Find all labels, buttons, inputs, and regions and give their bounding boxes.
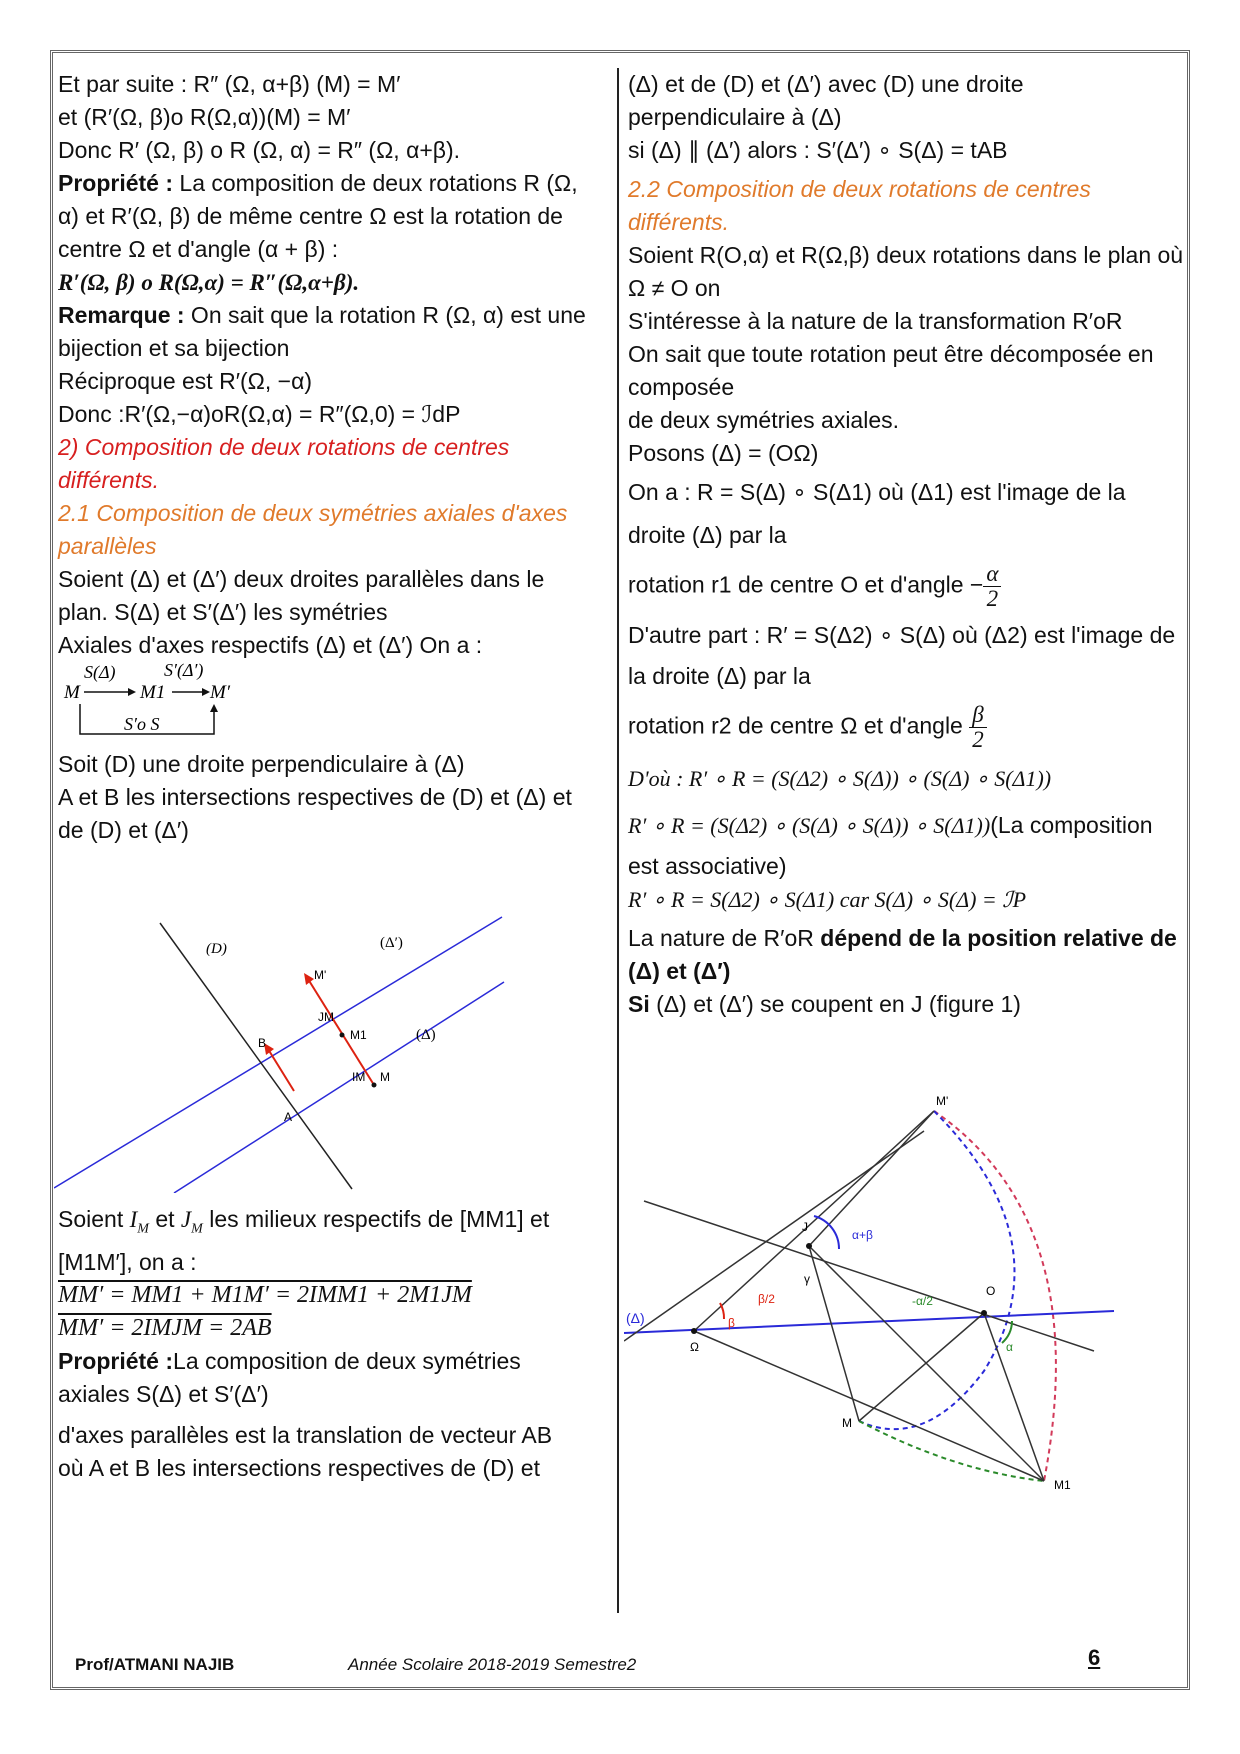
scheme-s2: S′(Δ′) [164, 662, 204, 680]
scheme-m1: M1 [140, 682, 166, 703]
line-delta [174, 982, 504, 1193]
paragraph [58, 1203, 598, 1279]
text: rotation r1 de centre O et d'angle [628, 571, 964, 598]
formula-line: rotation r1 de centre O et d'angle − $\frac{\alpha}{2}$ [628, 562, 1184, 611]
property-text: La composition de deux symétries axiales S(Δ) et S′(Δ′) [58, 1347, 521, 1407]
point-M1 [340, 1033, 345, 1038]
formula: R′ ∘ R = (S(Δ2) ∘ (S(Δ) ∘ S(Δ)) ∘ S(Δ1)) [628, 813, 991, 838]
property-2 [58, 1345, 598, 1411]
text-line: Et par suite : R″ (Ω, α+β) (M) = M′ [58, 71, 401, 97]
label-delta-prime: (Δ′) [380, 935, 403, 951]
formula-line [628, 703, 1184, 752]
line-OM1 [984, 1313, 1044, 1481]
parallel-axes-figure [54, 863, 534, 1193]
label-alpha: α [1006, 1340, 1013, 1354]
remark-text: On sait que la rotation R (Ω, α) est une bijection et sa bijection [58, 302, 586, 361]
line-JMp [809, 1111, 934, 1246]
label-Mp: M' [314, 968, 327, 982]
formula-line: D'où : R′ ∘ R = (S(Δ2) ∘ S(Δ)) ∘ (S(Δ) ∘ S(Δ1)) [628, 766, 1052, 791]
property-1 [58, 167, 598, 266]
label-alpha-beta: α+β [852, 1228, 873, 1242]
line-OM [859, 1313, 984, 1421]
fraction [969, 703, 987, 752]
property-formula [58, 266, 598, 299]
line-omega-m1 [694, 1331, 1044, 1481]
arrowhead [202, 688, 210, 696]
paragraph: droite (Δ) par la [628, 522, 787, 548]
text: les milieux respectifs de [MM1] et [M1M′], on a : [58, 1206, 550, 1275]
scheme-s1: S(Δ) [84, 662, 116, 682]
paragraph: la droite (Δ) par la [628, 663, 811, 689]
rotation-composition-figure [624, 1071, 1124, 1491]
paragraph: Soit (D) une droite perpendiculaire à (Δ) [58, 751, 465, 777]
property-title: Propriété : [58, 170, 174, 196]
left-column [58, 68, 598, 1485]
property-text: La composition de deux rotations R (Ω, α) et R′(Ω, β) de même centre Ω est la rotation de centre Ω et d'angle (α + β) : [58, 170, 578, 262]
section-heading: 2) Composition de deux rotations de centres différents. [58, 434, 510, 493]
equation-2: MM′ = 2IMJM = 2AB [58, 1314, 272, 1341]
label-delta: (Δ) [626, 1310, 645, 1326]
formula-line [628, 809, 1184, 842]
label-delta: (Δ) [416, 1027, 436, 1043]
vector-AB [268, 1049, 294, 1091]
label-M1: M1 [1054, 1478, 1071, 1491]
paragraph: A et B les intersections respectives de (D) et (Δ) et de (D) et (Δ′) [58, 784, 572, 843]
arrowhead [210, 704, 218, 712]
scheme-m: M [64, 682, 80, 703]
label-B: B [258, 1036, 267, 1050]
paragraph: S'intéresse à la nature de la transformation R′oR [628, 308, 1123, 334]
bold-text: Si [628, 991, 650, 1017]
label-M: M [380, 1070, 390, 1084]
label-M: M [842, 1416, 852, 1430]
label-alpha-2: -α/2 [912, 1294, 933, 1308]
text-line: Donc R′ (Ω, β) o R (Ω, α) = R″ (Ω, α+β). [58, 137, 461, 163]
scheme-comp: S′o S [124, 714, 160, 734]
angle-alpha-beta [814, 1216, 839, 1249]
label-A: A [284, 1110, 293, 1124]
paragraph [628, 922, 1184, 988]
label-omega: Ω [690, 1340, 699, 1354]
denominator: 2 [986, 586, 999, 611]
denominator: 2 [972, 727, 984, 752]
label-beta-2: β/2 [758, 1292, 775, 1306]
label-J: J [802, 1220, 808, 1234]
text-line: et (R′(Ω, β)o R(Ω,α))(M) = M′ [58, 104, 351, 130]
point-J [806, 1243, 812, 1249]
label-M1: M1 [350, 1028, 367, 1042]
text-line: Réciproque est R′(Ω, −α) [58, 368, 313, 394]
paragraph: où A et B les intersections respectives de (D) et [58, 1454, 540, 1481]
label-O: O [986, 1284, 996, 1298]
numerator: β [969, 703, 987, 728]
equation-1: MM′ = MM1 + M1M′ = 2IMM1 + 2M1JM [58, 1281, 472, 1308]
arrowhead [128, 688, 136, 696]
paragraph: Posons (Δ) = (OΩ) [628, 440, 819, 466]
arc-green [859, 1421, 1044, 1481]
line-delta2 [624, 1131, 924, 1341]
paragraph: Axiales d'axes respectifs (Δ) et (Δ′) On a : [58, 632, 483, 658]
label-beta: β [728, 1316, 735, 1330]
line-delta [624, 1311, 1114, 1333]
formula-line: On a : R = S(Δ) ∘ S(Δ1) où (Δ1) est l'image de la [628, 479, 1126, 505]
remark [58, 299, 598, 365]
line-omega-mp [694, 1111, 934, 1331]
fraction [983, 562, 1001, 611]
arrowhead [304, 973, 314, 985]
label-JM: JM [318, 1010, 334, 1024]
formula: R′(Ω, β) o R(Ω,α) = R″(Ω,α+β). [58, 270, 360, 295]
bold-text: dépend de la position relative de (Δ) et (Δ′) [628, 925, 1177, 984]
paragraph: Soient R(O,α) et R(Ω,β) deux rotations dans le plan où Ω ≠ O on [628, 242, 1184, 301]
line-JM [809, 1246, 859, 1421]
composition-scheme [62, 662, 262, 742]
paragraph [628, 988, 1184, 1021]
text: et [148, 1206, 181, 1232]
column-divider [617, 68, 619, 1613]
math-sub: M [191, 1221, 203, 1237]
page-number: 6 [1088, 1645, 1101, 1670]
text-line: Donc :R′(Ω,−α)oR(Ω,α) = R″(Ω,0) = ℐdP [58, 401, 461, 427]
subsection-heading: 2.2 Composition de deux rotations de centres différents. [628, 176, 1091, 235]
text: rotation r2 de centre Ω et d'angle [628, 712, 963, 739]
footer-year: Année Scolaire 2018-2019 Semestre2 [348, 1655, 637, 1674]
paragraph: d'axes parallèles est la translation de vecteur AB [58, 1421, 553, 1448]
line-D [160, 923, 352, 1189]
formula-line: R′ ∘ R = S(Δ2) ∘ S(Δ1) car S(Δ) ∘ S(Δ) = ℐP [628, 887, 1027, 912]
paragraph: On sait que toute rotation peut être décomposée en composée [628, 341, 1154, 400]
point-omega [691, 1328, 697, 1334]
label-Mp: M' [936, 1094, 949, 1108]
right-column [628, 68, 1184, 1491]
label-D: (D) [206, 941, 227, 957]
point-O [981, 1310, 987, 1316]
formula-line: D'autre part : R′ = S(Δ2) ∘ S(Δ) où (Δ2) est l'image de [628, 622, 1176, 648]
paragraph: est associative) [628, 853, 787, 879]
math-I: I [129, 1207, 138, 1232]
text: Soient [58, 1206, 124, 1232]
subsection-heading: 2.1 Composition de deux symétries axiales d'axes parallèles [58, 500, 568, 559]
label-gamma: γ [804, 1272, 810, 1286]
text: (Δ) et (Δ′) se coupent en J (figure 1) [649, 991, 1021, 1017]
remark-title: Remarque : [58, 302, 185, 328]
property-title: Propriété : [58, 1347, 174, 1374]
footer-author: Prof/ATMANI NAJIB [75, 1655, 235, 1674]
text: La nature de R′oR [628, 925, 821, 951]
point-M [372, 1083, 377, 1088]
angle-beta [720, 1303, 724, 1319]
paragraph: Soient (Δ) et (Δ′) deux droites parallèles dans le plan. S(Δ) et S′(Δ′) les symétries [58, 566, 545, 625]
numerator: α [983, 562, 1001, 587]
line-delta-prime [54, 917, 502, 1188]
math-sub: M [137, 1221, 149, 1237]
scheme-mp: M′ [210, 682, 230, 703]
paragraph: (Δ) et de (D) et (Δ′) avec (D) une droite perpendiculaire à (Δ) [628, 71, 1024, 130]
formula-line: si (Δ) ∥ (Δ′) alors : S′(Δ′) ∘ S(Δ) = tAB [628, 137, 1008, 163]
paragraph: de deux symétries axiales. [628, 407, 900, 433]
math-J: J [180, 1207, 192, 1232]
text: (La composition [990, 812, 1153, 838]
label-IM: IM [352, 1070, 366, 1084]
